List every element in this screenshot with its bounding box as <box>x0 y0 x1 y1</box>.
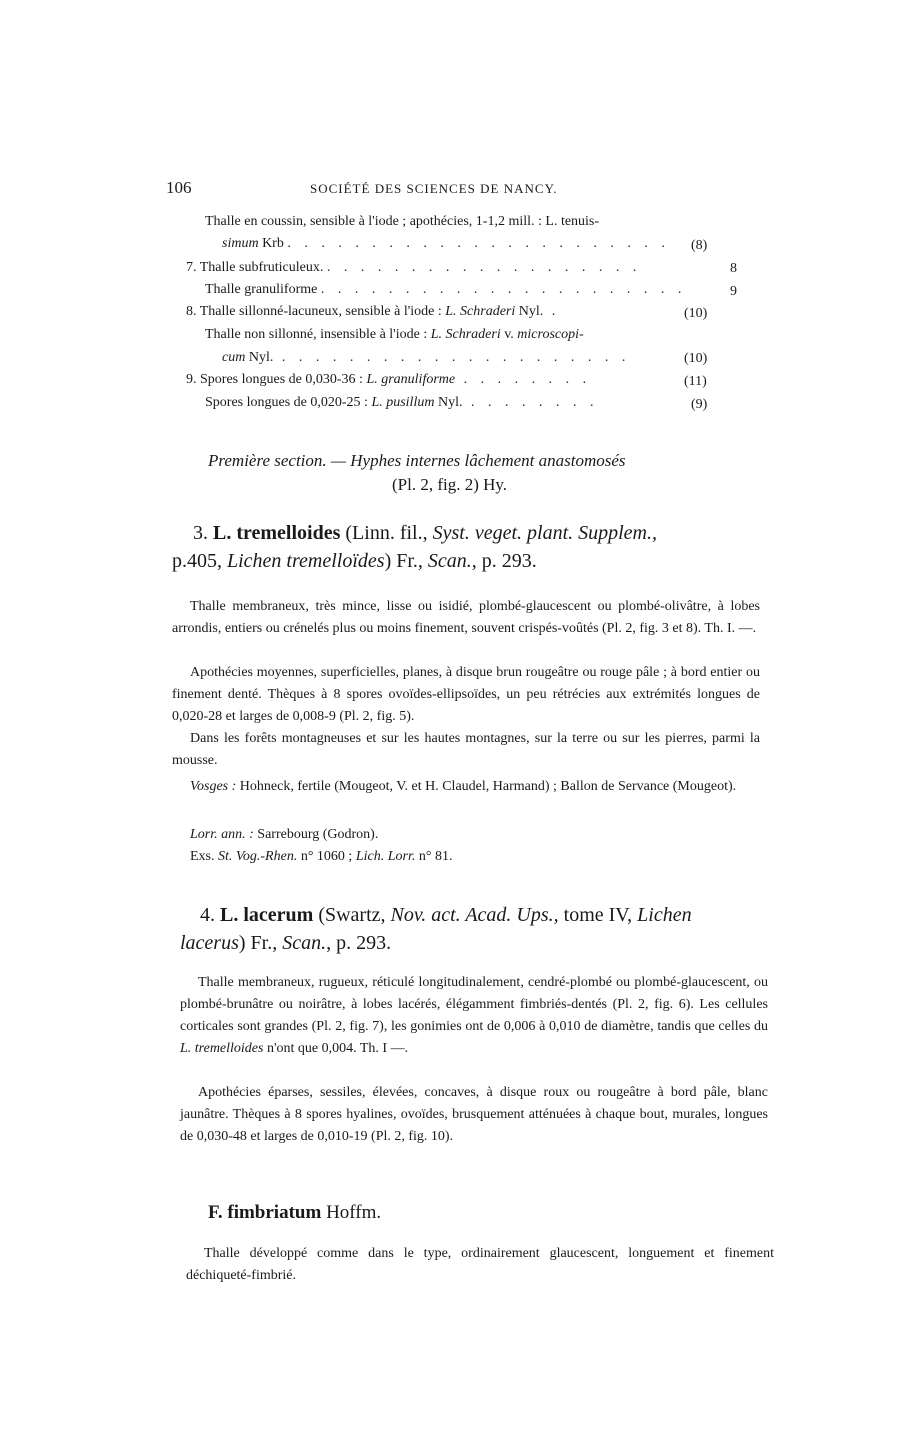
species-heading-line-1 <box>200 902 692 928</box>
region-label: Lorr. ann. : <box>190 827 254 842</box>
key-text: 7. Thalle subfruticuleux. <box>186 260 324 275</box>
key-author: Nyl. <box>515 304 544 319</box>
exs-text: n° 81. <box>415 849 453 864</box>
taxon-name: simum <box>222 236 259 251</box>
description-apothecia: Apothécies moyennes, superficielles, planes, à disque brun rougeâtre ou rouge pâle ; à bord entier ou finement denté. Thèques à 8 spores ovoïdes-ellipsoïdes, un peu rétrécies aux extrémités longues de 0,020-28 et larges de 0,008-9 (Pl. 2, fig. 5). <box>172 665 760 724</box>
description-text: n'ont que 0,004. Th. I —. <box>263 1041 409 1056</box>
running-head: SOCIÉTÉ DES SCIENCES DE NANCY. <box>310 181 558 196</box>
key-ref: (8) <box>691 238 708 253</box>
key-line-6 <box>205 327 584 343</box>
section-title: Première section. — Hyphes internes lâchement anastomosés <box>208 451 626 470</box>
description-thallus <box>180 972 768 1060</box>
key-line-7: cum Nyl. . . . . . . . . . . . . . . . . . . . . . <box>222 350 631 365</box>
section-subtitle: (Pl. 2, fig. 2) Hy. <box>392 475 508 494</box>
form-description: Thalle développé comme dans le type, ordinairement glaucescent, longuement et finement déchiqueté-fimbrié. <box>186 1246 774 1283</box>
key-text: v. <box>500 327 518 342</box>
key-author: Nyl. <box>245 350 274 365</box>
species-citation: , p. 293. <box>326 932 392 954</box>
exs-series: St. Vog.-Rhen. <box>218 849 298 864</box>
taxon-name: L. pusillum <box>371 395 435 410</box>
locality-lorraine <box>190 827 378 843</box>
key-text: Spores longues de 0,020-25 : <box>205 395 372 410</box>
species-name: L. lacerum <box>220 904 314 926</box>
exs-text: n° 1060 ; <box>297 849 356 864</box>
taxon-name: L. Schraderi <box>430 327 501 342</box>
key-line-3: 7. Thalle subfruticuleux. . . . . . . . . . . . . . . . . . . . <box>186 260 642 275</box>
key-ref: (9) <box>691 397 708 412</box>
locality-text: Sarrebourg (Godron). <box>253 827 379 842</box>
species-heading-line-1 <box>193 520 657 546</box>
key-ref: 8 <box>730 261 737 276</box>
species-reference: Scan. <box>282 932 327 954</box>
basionym: lacerus <box>180 932 239 954</box>
form-name: fimbriatum <box>227 1202 322 1223</box>
description-text: Thalle membraneux, rugueux, réticulé longitudinalement, cendré-plombé ou plombé-glaucescent, ou plombé-brunâtre ou noirâtre, à lobes lacérés, élégamment fimbriés-dentés (Pl. 2, fig. 6). Les cellules corticales sont grandes (Pl. 2, fig. 7), les gonimies ont de 0,006 à 0,010 de diamètre, tandis que celles du <box>180 975 768 1034</box>
species-citation: tome IV, <box>558 904 638 926</box>
key-text: 9. Spores longues de 0,030-36 : <box>186 372 367 387</box>
key-text: Thalle en coussin, sensible à l'iode ; apothécies, 1-1,2 mill. : L. tenuis- <box>205 214 600 229</box>
species-reference: Nov. act. Acad. Ups., <box>390 904 559 926</box>
habitat: Dans les forêts montagneuses et sur les hautes montagnes, sur la terre ou sur les pierres, parmi la mousse. <box>172 731 760 768</box>
key-ref: (10) <box>684 306 708 321</box>
species-reference: Scan. <box>427 550 472 572</box>
taxon-name: L. granuliforme <box>366 372 456 387</box>
locality-text: Hohneck, fertile (Mougeot, V. et H. Claudel, Harmand) ; Ballon de Servance (Mougeot). <box>236 779 737 794</box>
taxon-name: cum <box>222 350 246 365</box>
key-line-9: Spores longues de 0,020-25 : L. pusillum Nyl. . . . . . . . . <box>205 395 599 410</box>
exs-series: Lich. Lorr. <box>355 849 416 864</box>
key-ref: 9 <box>730 284 737 299</box>
species-citation: (Swartz, <box>313 904 391 926</box>
species-citation: , p. 293. <box>471 550 537 572</box>
region-label: Vosges : <box>190 779 237 794</box>
form-author: Hoffm. <box>321 1202 382 1223</box>
key-line-5: 8. Thalle sillonné-lacuneux, sensible à l'iode : L. Schraderi Nyl. . <box>186 304 561 319</box>
species-heading-line-2 <box>172 548 537 574</box>
key-text: Thalle non sillonné, insensible à l'iode : <box>205 327 431 342</box>
exsiccatae <box>190 849 452 865</box>
key-ref: (11) <box>684 374 707 389</box>
key-text: 8. Thalle sillonné-lacuneux, sensible à l'iode : <box>186 304 446 319</box>
key-line-8: 9. Spores longues de 0,030-36 : L. granuliforme . . . . . . . . <box>186 372 592 387</box>
taxon-name: microscopi- <box>517 327 584 342</box>
form-label: F. <box>208 1202 228 1223</box>
species-number: 3. <box>193 522 213 544</box>
taxon-name: L. Schraderi <box>445 304 516 319</box>
species-citation: (Linn. fil., <box>340 522 433 544</box>
species-name: L. tremelloides <box>213 522 341 544</box>
key-line-1 <box>205 214 599 230</box>
species-number: 4. <box>200 904 220 926</box>
page-number: 106 <box>166 178 192 197</box>
key-author: Krb <box>262 236 284 251</box>
species-citation: ) Fr., <box>384 550 428 572</box>
basionym: Lichen <box>637 904 692 926</box>
species-citation: ) Fr., <box>238 932 283 954</box>
key-ref: (10) <box>684 351 708 366</box>
species-reference: Syst. veget. plant. Supplem., <box>432 522 658 544</box>
description-apothecia: Apothécies éparses, sessiles, élevées, concaves, à disque roux ou rougeâtre à bord pâle, blanc jaunâtre. Thèques à 8 spores hyalines, ovoïdes, brusquement atténuées à chaque bout, murales, longues de 0,030-48 et larges de 0,010-19 (Pl. 2, fig. 10). <box>180 1085 768 1144</box>
description-thallus: Thalle membraneux, très mince, lisse ou isidié, plombé-glaucescent ou plombé-olivâtre, à lobes arrondis, entiers ou crénelés plus ou moins finement, souvent crispés-voûtés (Pl. 2, fig. 3 et 8). Th. I. —. <box>172 599 760 636</box>
locality-vosges <box>172 776 760 798</box>
species-citation: p.405, <box>172 550 227 572</box>
key-line-2: simum Krb . . . . . . . . . . . . . . . . . . . . . . . <box>222 236 670 251</box>
basionym: Lichen tremelloïdes <box>227 550 385 572</box>
species-heading-line-2 <box>180 930 391 956</box>
exs-label: Exs. <box>190 849 218 864</box>
form-heading <box>208 1200 381 1226</box>
key-author: Nyl. <box>434 395 463 410</box>
taxon-name: L. tremelloides <box>180 1041 264 1056</box>
key-text: Thalle granuliforme <box>205 282 318 297</box>
key-line-4: Thalle granuliforme . . . . . . . . . . . . . . . . . . . . . . <box>205 282 687 297</box>
